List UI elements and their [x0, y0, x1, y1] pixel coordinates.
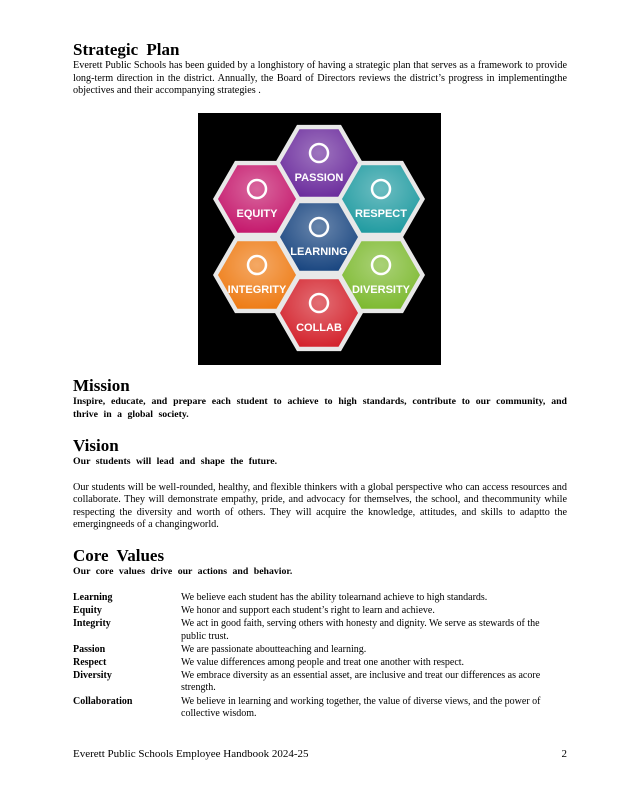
core-values-section [73, 546, 567, 579]
hex-label: PASSION [294, 172, 344, 184]
value-row-collaboration [73, 696, 567, 720]
value-term: Learning [73, 592, 113, 603]
core-values-heading: Core Values [73, 546, 165, 565]
core-values-list [73, 592, 567, 721]
vision-body: Our students will be well-rounded, healthy, and flexible thinkers with a global perspective who can access resources and collaborate. They will demonstrate empathy, pride, and advocacy for themselves, the school, and thecommunity while respecting the diversity and worth of others. They will acquire the knowledge, attitudes, and skills to adaptto the emergingneeds of a changingworld. [73, 481, 567, 531]
vision-section [73, 436, 567, 532]
value-row-respect [73, 657, 567, 669]
hex-label: COLLAB [296, 322, 342, 334]
mission-body: Inspire, educate, and prepare each student to achieve to high standards, contribute to our community, and thrive in a global society. [73, 396, 567, 420]
value-desc: We act in good faith, serving others with honesty and dignity. We serve as stewards of the public trust. [181, 618, 540, 642]
value-desc: We honor and support each student’s right to learn and achieve. [181, 605, 435, 617]
value-row-equity [73, 605, 567, 617]
value-term: Collaboration [73, 695, 133, 707]
vision-heading: Vision [73, 436, 119, 455]
page-footer [73, 748, 567, 760]
value-desc: We value differences among people and treat one another with respect. [181, 657, 465, 669]
hex-label: DIVERSITY [351, 284, 411, 296]
hexagon-cluster [198, 113, 441, 365]
value-term: Diversity [73, 670, 112, 682]
core-values-lead: Our core values drive our actions and behavior. [73, 566, 293, 577]
vision-lead: Our students will lead and shape the future. [73, 456, 278, 467]
value-desc: We believe in learning and working together, the value of diverse views, and the power of collective wisdom. [181, 695, 541, 719]
value-desc: We are passionate aboutteaching and learning. [181, 643, 367, 655]
value-row-learning [73, 592, 567, 604]
hex-label: EQUITY [236, 208, 278, 220]
value-desc: We embrace diversity as an essential asset, are inclusive and treat our differences as acore strength. [181, 670, 541, 694]
value-term: Passion [73, 643, 106, 655]
value-term: Respect [73, 657, 107, 669]
value-term: Equity [73, 605, 102, 617]
strategic-plan-heading: Strategic Plan [73, 40, 180, 59]
mission-section [73, 376, 567, 421]
hex-label: RESPECT [355, 208, 407, 220]
hex-label: INTEGRITY [227, 284, 287, 296]
page-number: 2 [561, 748, 567, 760]
hex-label: LEARNING [290, 246, 348, 258]
core-values-graphic [198, 113, 441, 365]
value-row-passion [73, 644, 567, 656]
value-term: Integrity [73, 618, 111, 630]
value-row-diversity [73, 670, 567, 694]
value-desc: We believe each student has the ability tolearnand achieve to high standards. [181, 592, 488, 603]
strategic-plan-section [73, 40, 567, 98]
mission-heading: Mission [73, 376, 130, 395]
footer-title: Everett Public Schools Employee Handbook 2024-25 [73, 748, 309, 760]
value-row-integrity [73, 618, 567, 642]
strategic-plan-body: Everett Public Schools has been guided by a longhistory of having a strategic plan that serves as a framework to provide long-term direction in the district. Annually, the Board of Directors reviews the district’s progress in implementingthe objectives and their accompanying strategies . [73, 60, 567, 97]
